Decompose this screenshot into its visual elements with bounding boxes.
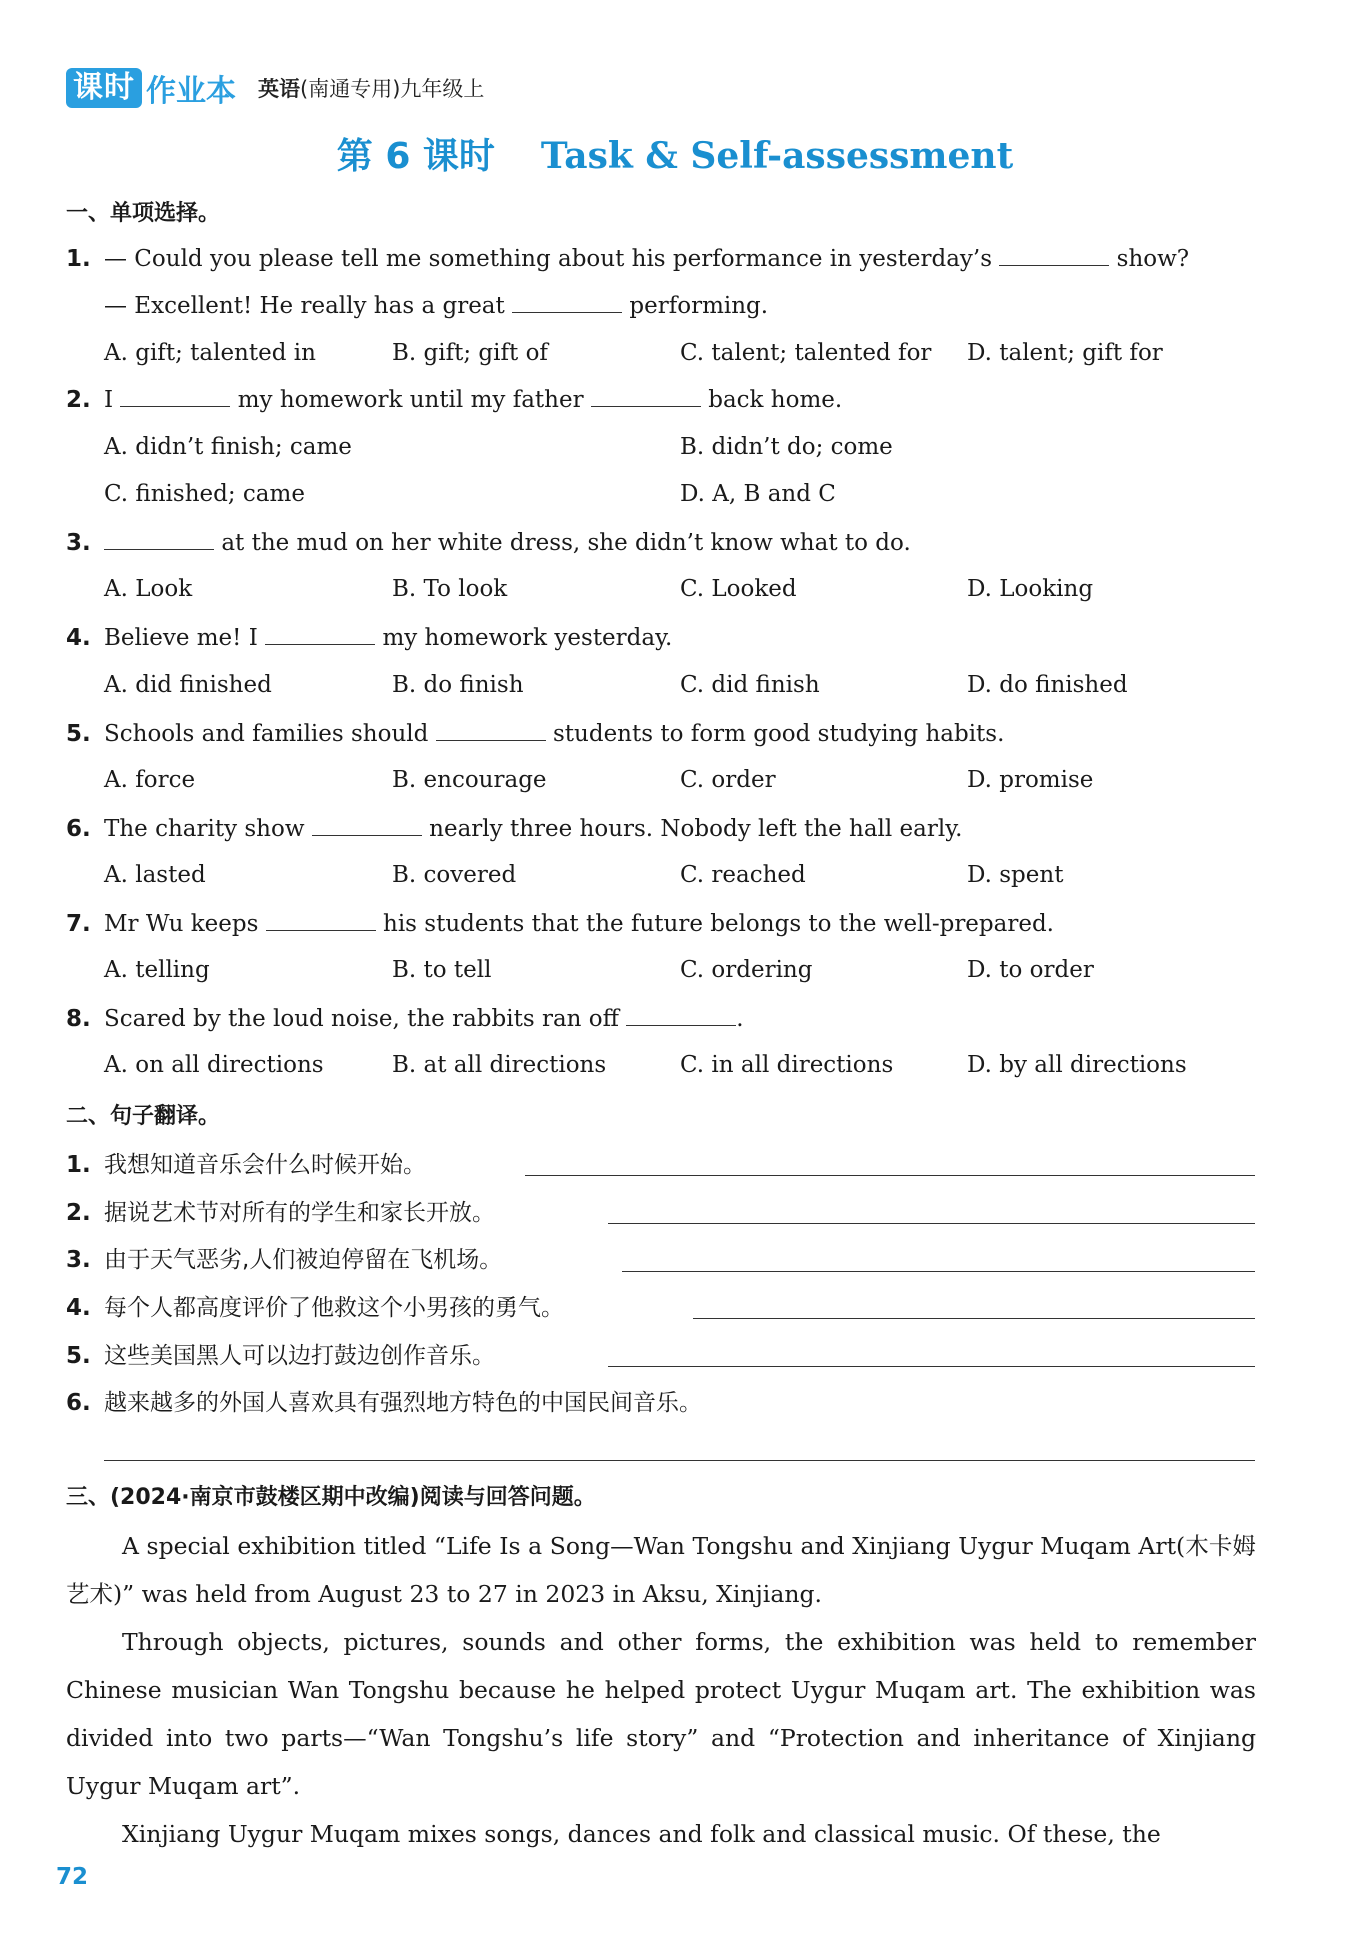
question-text: I: [104, 387, 114, 413]
question-number: 3.: [66, 530, 91, 556]
logo-badge: 课时: [66, 68, 142, 108]
lesson-topic: Task & Self-assessment: [540, 135, 1014, 177]
option-c[interactable]: C. finished; came: [104, 481, 305, 507]
option-d[interactable]: D. do finished: [967, 672, 1128, 698]
option-b[interactable]: B. didn’t do; come: [680, 434, 893, 460]
question-text: performing.: [629, 293, 769, 319]
option-c[interactable]: C. order: [680, 767, 776, 793]
option-b[interactable]: B. do finish: [392, 672, 524, 698]
answer-blank[interactable]: [626, 1005, 736, 1026]
option-b[interactable]: B. encourage: [392, 767, 547, 793]
question-8: [66, 1005, 744, 1032]
answer-blank[interactable]: [266, 910, 376, 931]
option-a[interactable]: A. lasted: [104, 862, 206, 888]
question-text: — Could you please tell me something about his performance in yesterday’s: [104, 246, 993, 272]
translation-item-1: [66, 1146, 426, 1179]
question-text: Mr Wu keeps: [104, 911, 259, 937]
answer-blank[interactable]: [591, 386, 701, 407]
question-text: Scared by the loud noise, the rabbits ran off: [104, 1006, 619, 1032]
item-number: 2.: [66, 1200, 91, 1226]
option-c[interactable]: C. did finish: [680, 672, 820, 698]
answer-blank[interactable]: [999, 245, 1109, 266]
question-5: [66, 720, 1004, 747]
section-heading: 一、单项选择。: [66, 201, 221, 226]
question-text: Believe me! I: [104, 625, 258, 651]
answer-blank[interactable]: [265, 624, 375, 645]
option-d[interactable]: D. Looking: [967, 576, 1094, 602]
question-1: [66, 245, 1189, 272]
logo-text: 作业本: [146, 74, 236, 109]
question-text: The charity show: [104, 816, 305, 842]
option-a[interactable]: A. on all directions: [104, 1052, 324, 1078]
question-text: at the mud on her white dress, she didn’t know what to do.: [221, 530, 911, 556]
reading-paragraph: Xinjiang Uygur Muqam mixes songs, dances and folk and classical music. Of these, the: [122, 1820, 1161, 1848]
question-text: my homework until my father: [237, 387, 584, 413]
reading-paragraph: Through objects, pictures, sounds and other forms, the exhibition was held to remember Chinese musician Wan Tongshu because he helped protect Uygur Muqam art. The exhibition was divided into two parts—“Wan Tongshu’s life story” and “Protection and inheritance of Xinjiang Uygur Muqam art”.: [66, 1628, 1256, 1800]
question-4: [66, 624, 672, 651]
answer-line[interactable]: [608, 1365, 1255, 1367]
question-7: [66, 910, 1054, 937]
item-number: 4.: [66, 1295, 91, 1321]
option-a[interactable]: A. didn’t finish; came: [104, 434, 352, 460]
question-text: nearly three hours. Nobody left the hall early.: [429, 816, 963, 842]
section-heading: 三、(2024·南京市鼓楼区期中改编)阅读与回答问题。: [66, 1485, 596, 1510]
page-title: [0, 128, 1350, 179]
question-number: 7.: [66, 911, 91, 937]
question-number: 4.: [66, 625, 91, 651]
option-d[interactable]: D. A, B and C: [680, 481, 836, 507]
question-text: — Excellent! He really has a great: [104, 293, 505, 319]
question-number: 5.: [66, 721, 91, 747]
option-c[interactable]: C. talent; talented for: [680, 340, 932, 366]
answer-blank[interactable]: [120, 386, 230, 407]
item-number: 1.: [66, 1152, 91, 1178]
answer-blank[interactable]: [436, 720, 546, 741]
option-d[interactable]: D. by all directions: [967, 1052, 1187, 1078]
item-number: 5.: [66, 1343, 91, 1369]
page-number: 72: [56, 1864, 89, 1890]
option-b[interactable]: B. at all directions: [392, 1052, 607, 1078]
subject-detail: (南通专用)九年级上: [300, 77, 485, 101]
item-number: 3.: [66, 1247, 91, 1273]
question-text: Schools and families should: [104, 721, 429, 747]
question-text: students to form good studying habits.: [552, 721, 1005, 747]
option-d[interactable]: D. spent: [967, 862, 1064, 888]
option-d[interactable]: D. talent; gift for: [967, 340, 1163, 366]
option-a[interactable]: A. Look: [104, 576, 193, 602]
question-number: 2.: [66, 387, 91, 413]
answer-blank[interactable]: [512, 292, 622, 313]
item-number: 6.: [66, 1390, 91, 1416]
lesson-number: 第 6 课时: [336, 136, 495, 177]
option-a[interactable]: A. gift; talented in: [104, 340, 316, 366]
question-3: [66, 529, 911, 556]
question-number: 1.: [66, 246, 91, 272]
option-b[interactable]: B. To look: [392, 576, 508, 602]
option-a[interactable]: A. did finished: [104, 672, 272, 698]
question-text: his students that the future belongs to the well-prepared.: [383, 911, 1054, 937]
item-text: 我想知道音乐会什么时候开始。: [104, 1152, 426, 1178]
question-text: back home.: [708, 387, 843, 413]
item-text: 由于天气恶劣,人们被迫停留在飞机场。: [104, 1247, 503, 1273]
option-a[interactable]: A. force: [104, 767, 196, 793]
option-a[interactable]: A. telling: [104, 957, 210, 983]
translation-item-4: [66, 1289, 564, 1322]
option-c[interactable]: C. Looked: [680, 576, 797, 602]
answer-line[interactable]: [608, 1222, 1255, 1224]
answer-line[interactable]: [693, 1317, 1255, 1319]
option-d[interactable]: D. promise: [967, 767, 1094, 793]
item-text: 这些美国黑人可以边打鼓边创作音乐。: [104, 1343, 495, 1369]
section-heading: 二、句子翻译。: [66, 1104, 221, 1129]
question-1-line2: [104, 292, 768, 319]
translation-item-5: [66, 1337, 495, 1370]
subject-label: [258, 73, 484, 103]
option-c[interactable]: C. in all directions: [680, 1052, 894, 1078]
book-header: [66, 66, 484, 110]
option-c[interactable]: C. reached: [680, 862, 806, 888]
question-text: my homework yesterday.: [382, 625, 673, 651]
question-text: .: [736, 1006, 744, 1032]
option-d[interactable]: D. to order: [967, 957, 1094, 983]
item-text: 每个人都高度评价了他救这个小男孩的勇气。: [104, 1295, 564, 1321]
translation-item-2: [66, 1194, 495, 1227]
reading-paragraph: A special exhibition titled “Life Is a Song—Wan Tongshu and Xinjiang Uygur Muqam Art(木卡姆艺术)” was held from August 23 to 27 in 2023 in Aksu, Xinjiang.: [66, 1532, 1256, 1608]
answer-blank[interactable]: [312, 815, 422, 836]
question-number: 8.: [66, 1006, 91, 1032]
question-number: 6.: [66, 816, 91, 842]
question-text: show?: [1116, 246, 1190, 272]
answer-line[interactable]: [525, 1174, 1255, 1176]
question-6: [66, 815, 962, 842]
option-b[interactable]: B. to tell: [392, 957, 492, 983]
option-b[interactable]: B. gift; gift of: [392, 340, 548, 366]
subject-name: 英语: [258, 77, 300, 101]
answer-blank[interactable]: [104, 529, 214, 550]
question-2: [66, 386, 842, 413]
translation-item-3: [66, 1241, 502, 1274]
item-text: 据说艺术节对所有的学生和家长开放。: [104, 1200, 495, 1226]
option-b[interactable]: B. covered: [392, 862, 517, 888]
option-c[interactable]: C. ordering: [680, 957, 813, 983]
item-text: 越来越多的外国人喜欢具有强烈地方特色的中国民间音乐。: [104, 1390, 702, 1416]
answer-line[interactable]: [104, 1459, 1255, 1461]
translation-item-6: [66, 1384, 702, 1417]
answer-line[interactable]: [622, 1270, 1255, 1272]
